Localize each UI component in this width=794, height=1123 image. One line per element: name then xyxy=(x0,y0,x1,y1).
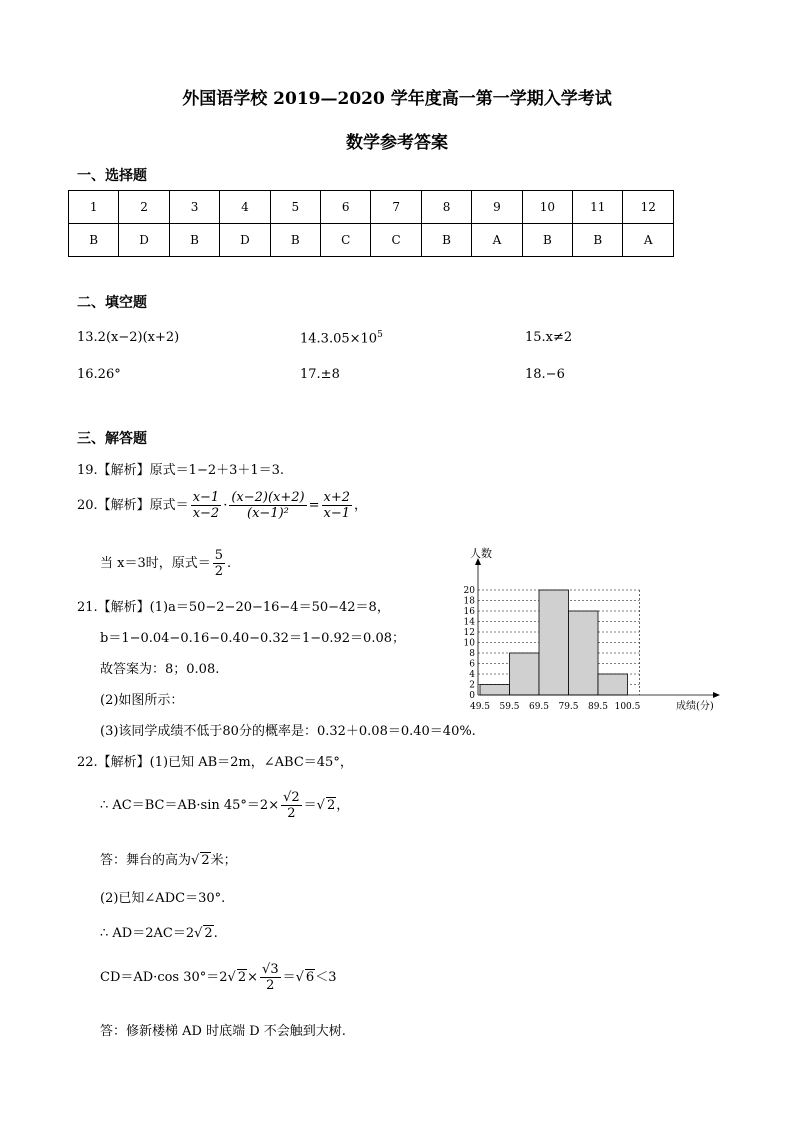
solution-21-line3: 故答案为：8；0.08. xyxy=(100,662,220,677)
answer-14 xyxy=(300,330,383,346)
fraction-1 xyxy=(191,490,222,521)
y-tick-label: 6 xyxy=(469,659,475,670)
question-number-cell: 1 xyxy=(69,191,119,224)
sqrt-radicand-5: 6 xyxy=(305,970,315,985)
page-subtitle: 数学参考答案 xyxy=(346,133,448,153)
fraction-5-numerator: √2 xyxy=(283,790,300,805)
answer-cell: B xyxy=(573,224,623,257)
solution-21-line4: (2)如图所示： xyxy=(100,693,184,708)
solution-22-line6-a: CD＝AD·cos 30°＝2 xyxy=(100,970,228,985)
answer-cell: B xyxy=(169,224,219,257)
y-axis-label: 人数 xyxy=(470,547,492,560)
fraction-6-denominator: 2 xyxy=(266,978,275,993)
fraction-3-denominator: x−1 xyxy=(323,506,351,521)
x-tick-label: 100.5 xyxy=(614,702,641,712)
y-tick-label: 20 xyxy=(463,586,475,596)
x-tick-label: 59.5 xyxy=(499,702,520,712)
fraction-3 xyxy=(322,490,353,521)
solution-20-tail: ， xyxy=(354,498,368,513)
solution-21-line5: (3)该同学成绩不低于80分的概率是：0.32＋0.08＝0.40＝40%. xyxy=(100,724,476,739)
question-number-cell: 12 xyxy=(623,191,674,224)
solution-22-line2-a: ∴ AC＝BC＝AB·sin 45°＝2× xyxy=(100,798,280,813)
solution-20-line2-text: 当 x＝3时，原式＝ xyxy=(100,556,211,571)
solution-19: 19.【解析】原式＝1−2＋3＋1＝3. xyxy=(77,463,285,478)
fraction-4-denominator: 2 xyxy=(214,564,224,579)
solution-22-line3-b: 米； xyxy=(210,853,237,868)
question-number-cell: 5 xyxy=(270,191,320,224)
x-tick-label: 49.5 xyxy=(469,702,491,712)
question-number-cell: 11 xyxy=(573,191,623,224)
section-heading-choice: 一、选择题 xyxy=(77,168,147,184)
question-number-cell: 8 xyxy=(421,191,471,224)
answer-cell: B xyxy=(69,224,119,257)
answer-18: 18.−6 xyxy=(525,367,565,382)
x-axis-arrow xyxy=(713,692,720,698)
y-tick-label: 12 xyxy=(463,628,475,638)
histogram-bar xyxy=(539,590,569,695)
solution-20-prefix: 20.【解析】原式＝ xyxy=(77,498,189,513)
solution-22-line5: ∴ AD＝2AC＝2√ 2. xyxy=(100,926,218,941)
y-tick-label: 10 xyxy=(463,638,475,649)
answer-17: 17.±8 xyxy=(300,367,340,382)
question-number-cell: 2 xyxy=(119,191,169,224)
answer-14-base: 14.3.05×10 xyxy=(300,331,378,347)
question-number-cell: 7 xyxy=(371,191,421,224)
answer-15: 15.x≠2 xyxy=(525,330,573,345)
histogram-bar xyxy=(510,653,540,695)
answer-cell: D xyxy=(220,224,270,257)
histogram-bar xyxy=(569,611,599,695)
question-number-cell: 10 xyxy=(522,191,572,224)
solution-20-line2: 当 x＝3时，原式＝ $\frac{5}{2}$ . xyxy=(100,548,232,579)
x-tick-label: 89.5 xyxy=(587,702,609,712)
solution-22-line6-c: ＝ xyxy=(282,970,296,985)
y-tick-label: 18 xyxy=(463,596,475,607)
solution-22-line6: CD＝AD·cos 30°＝2√ 2× $\frac{√3}{2}$ ＝√ 6＜3 xyxy=(100,962,337,993)
section-heading-fill: 二、填空题 xyxy=(77,295,147,311)
answer-16: 16.26° xyxy=(77,367,121,382)
solution-22-line2-b: ＝ xyxy=(303,798,317,813)
sqrt-radicand-4: 2 xyxy=(237,970,247,985)
question-number-cell: 4 xyxy=(220,191,270,224)
answer-table xyxy=(68,190,674,257)
fraction-4-numerator: 5 xyxy=(214,548,224,563)
y-tick-label: 14 xyxy=(463,617,475,628)
solution-20-line1: 20.【解析】原式＝ $\frac{x-1}{x-2}$ · $\frac{(x-2)(x+2)}{\text{(x−1)²}}$ = $\frac{x+2}{x-1}$ ， xyxy=(77,490,368,521)
section-heading-solve: 三、解答题 xyxy=(77,431,147,447)
y-tick-label: 2 xyxy=(469,680,475,691)
fraction-4 xyxy=(213,548,225,579)
answer-13: 13.2(x−2)(x+2) xyxy=(77,330,180,345)
solution-22-line1: 22.【解析】(1)已知 AB＝2m，∠ABC＝45°， xyxy=(77,755,353,770)
question-number-cell: 9 xyxy=(472,191,522,224)
fraction-5 xyxy=(281,790,302,821)
question-number-cell: 3 xyxy=(169,191,219,224)
solution-22-line3: 答：舞台的高为√ 2米； xyxy=(100,853,237,868)
answer-cell: A xyxy=(472,224,522,257)
histogram-bar xyxy=(598,674,628,695)
solution-22-line6-b: × xyxy=(247,970,259,985)
y-tick-label: 16 xyxy=(463,607,475,617)
histogram-bar xyxy=(480,685,510,696)
solution-21-line2: b＝1−0.04−0.16−0.40−0.32＝1−0.92＝0.08； xyxy=(100,631,405,646)
answer-cell: A xyxy=(623,224,674,257)
fraction-2-numerator: (x−2)(x+2) xyxy=(231,490,305,505)
page-title: 外国语学校 2019—2020 学年度高一第一学期入学考试 xyxy=(182,89,612,109)
question-number-cell: 6 xyxy=(321,191,371,224)
sqrt-radicand-2: 2 xyxy=(201,853,210,868)
solution-21-line1: 21.【解析】(1)a＝50−2−20−16−4＝50−42＝8， xyxy=(77,600,390,615)
fraction-5-denominator: 2 xyxy=(287,806,296,821)
answer-cell: B xyxy=(270,224,320,257)
answer-14-exponent: 5 xyxy=(377,330,383,340)
sqrt-radicand-3: 2 xyxy=(204,926,213,941)
x-axis-label: 成绩(分) xyxy=(676,701,714,712)
histogram-chart xyxy=(448,545,758,715)
answer-cell: B xyxy=(522,224,572,257)
answer-cell: B xyxy=(421,224,471,257)
fraction-2 xyxy=(229,490,306,521)
solution-22-line6-d: ＜3 xyxy=(315,970,337,985)
solution-22-line4: (2)已知∠ADC＝30°. xyxy=(100,891,226,906)
sqrt-radicand-1: 2 xyxy=(326,798,336,813)
fraction-6 xyxy=(260,962,281,993)
answer-cell: C xyxy=(371,224,421,257)
answer-cell: C xyxy=(321,224,371,257)
answer-table-answer-row xyxy=(69,224,674,257)
y-tick-label: 0 xyxy=(469,691,475,701)
solution-22-line5-a: ∴ AD＝2AC＝2 xyxy=(100,926,195,941)
fraction-1-numerator: x−1 xyxy=(192,490,220,505)
fraction-3-numerator: x+2 xyxy=(323,490,351,505)
answer-cell: D xyxy=(119,224,169,257)
solution-22-line2-c: ， xyxy=(336,798,350,813)
y-tick-label: 4 xyxy=(469,670,475,680)
fraction-1-denominator: x−2 xyxy=(192,506,220,521)
y-tick-label: 8 xyxy=(469,649,475,659)
solution-22-line7: 答：修新楼梯 AD 时底端 D 不会触到大树. xyxy=(100,1024,346,1039)
answer-table-number-row xyxy=(69,191,674,224)
fraction-2-denominator: (x−1)² xyxy=(247,506,289,521)
x-tick-label: 79.5 xyxy=(558,702,579,712)
solution-22-line2: ∴ AC＝BC＝AB·sin 45°＝2× $\frac{√2}{2}$ ＝√ 2， xyxy=(100,790,350,821)
fraction-6-numerator: √3 xyxy=(262,962,279,977)
solution-22-line3-a: 答：舞台的高为 xyxy=(100,853,192,868)
x-tick-label: 69.5 xyxy=(528,702,550,712)
